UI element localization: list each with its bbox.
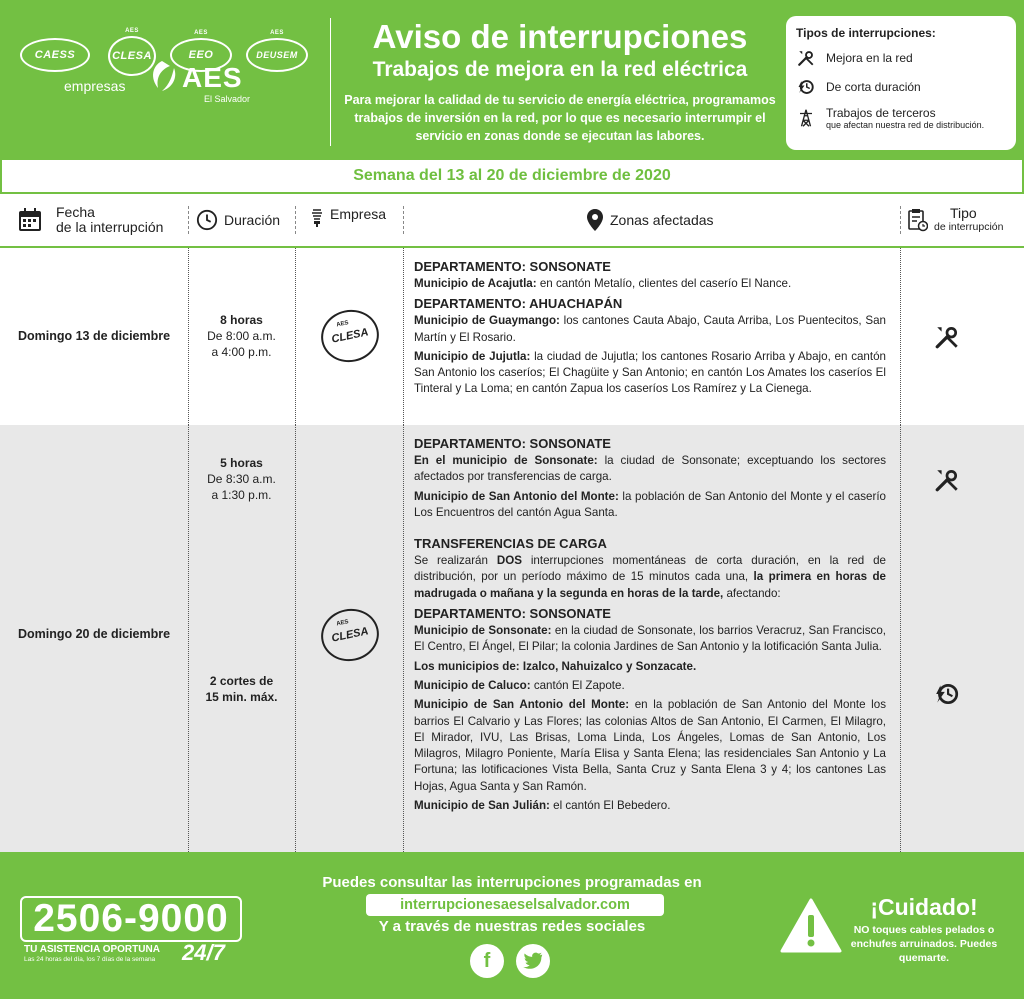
- eeo-aes-label: AES: [194, 30, 208, 36]
- col-sep: [188, 206, 189, 234]
- lightbulb-icon: [310, 206, 324, 228]
- legend-title: Tipos de interrupciones:: [796, 26, 936, 40]
- clesa-logo: [316, 305, 384, 368]
- aes-symbol-icon: [144, 58, 180, 94]
- legend-item-mejora: [796, 48, 1006, 68]
- warning-box: [848, 894, 1000, 965]
- row-duration: [188, 455, 295, 503]
- legend-item-terceros: [796, 106, 1006, 130]
- municipality-entry: Municipio de Acajutla: en cantón Metalío, clientes del caserío El Nance.: [414, 277, 792, 290]
- row-type-short: [904, 681, 990, 712]
- col-type-label-1: Tipo: [950, 205, 977, 221]
- department-title: DEPARTAMENTO: SONSONATE: [414, 259, 611, 274]
- facebook-icon[interactable]: [470, 944, 504, 978]
- row-type: [904, 467, 990, 498]
- municipality-entry: Municipio de Guaymango: los cantones Cauta Abajo, Cauta Arriba, Los Puentecitos, San Martín y El Rosario.: [414, 314, 886, 344]
- municipality-entry: Municipio de Caluco: cantón El Zapote.: [414, 678, 625, 692]
- clesa-name: CLESA: [330, 326, 369, 346]
- footer: [0, 852, 1024, 999]
- legend-item-corta: [796, 77, 1006, 97]
- eeo-label: EEO: [188, 49, 214, 61]
- empresas-label: empresas: [64, 78, 126, 94]
- transfer-description: Se realizarán DOS interrupciones momentáneas de corta duración, en la red de distribución, por un período máximo de 15 minutos cada una, la primera en horas de madrugada o mañana y la segunda en horas de la tarde, afectando:: [414, 554, 886, 600]
- deusem-logo: [246, 30, 308, 72]
- clipboard-clock-icon: [908, 208, 928, 232]
- col-sep: [900, 206, 901, 234]
- week-range: Semana del 13 al 20 de diciembre de 2020: [0, 160, 1024, 194]
- municipality-entry: Municipio de San Antonio del Monte: la población de San Antonio del Monte y el caserío Los Encuentros del cantón Agua Santa.: [414, 489, 886, 519]
- row-date: Domingo 20 de diciembre: [17, 627, 171, 641]
- row-sep: [900, 425, 901, 852]
- phone-247-badge: 24/7: [182, 940, 225, 965]
- page-subtitle: Trabajos de mejora en la red eléctrica: [372, 58, 748, 81]
- clesa-aes-label: AES: [125, 28, 139, 34]
- duration-to: a 1:30 p.m.: [211, 488, 272, 502]
- col-sep: [403, 206, 404, 234]
- aes-wordmark: AES: [182, 62, 243, 93]
- page-description: Para mejorar la calidad de tu servicio de energía eléctrica, programamos trabajos de inversión en la red, por lo que es necesario interrumpir el servicio en zonas donde se ejecutan las labores.: [344, 93, 776, 143]
- duration-to: a 4:00 p.m.: [211, 345, 272, 359]
- social-text: Y a través de nuestras redes sociales: [378, 918, 646, 935]
- row-company: [296, 310, 403, 362]
- clesa-aes-label: AES: [335, 619, 349, 628]
- col-type-label-2: de interrupción: [934, 221, 1004, 233]
- legend-label-corta: De corta duración: [826, 80, 921, 94]
- col-zones-label: Zonas afectadas: [610, 212, 714, 228]
- warning-text: NO toques cables pelados o enchufes arruinados. Puedes quemarte.: [850, 924, 998, 964]
- legend-label-terceros: Trabajos de terceros: [826, 106, 936, 120]
- row-company: [296, 609, 403, 661]
- col-company-header: [310, 196, 386, 244]
- department-title: DEPARTAMENTO: AHUACHAPÁN: [414, 296, 623, 312]
- duration-hours: 5 horas: [220, 456, 263, 470]
- twitter-icon[interactable]: [516, 944, 550, 978]
- location-pin-icon: [586, 208, 604, 232]
- col-date-label-2: de la interrupción: [56, 219, 164, 235]
- municipality-entry: Municipio de San Julián: el cantón El Bebedero.: [414, 799, 671, 813]
- department-title: DEPARTAMENTO: SONSONATE: [414, 606, 611, 622]
- duration-from: De 8:30 a.m.: [207, 472, 276, 486]
- row-sep: [900, 248, 901, 425]
- clock-icon: [196, 209, 218, 231]
- municipality-entry: Municipio de Jujutla: la ciudad de Jujutla; los cantones Rosario Arriba y Abajo, en cantón San Antonio los caseríos; El Chagüite y San Antonio; en cantón Los Amates los caseríos El Tinteral y La Loma; en cantón Zapua los caseríos Los Ramírez y La Cienega.: [414, 349, 886, 396]
- row-sep: [403, 248, 404, 425]
- wrench-screwdriver-icon: [796, 48, 816, 68]
- row-zones: [414, 258, 886, 401]
- header-banner: [0, 0, 1024, 160]
- caess-logo: CAESS: [20, 38, 90, 72]
- phone-tagline: TU ASISTENCIA OPORTUNA: [24, 944, 160, 955]
- warning-title: ¡Cuidado!: [870, 894, 978, 920]
- municipality-entry: Municipio de San Antonio del Monte: en la población de San Antonio del Monte los barrios El Calvario y Las Flores; las colonias Altos de San Antonio, El Carmen, El Milagro, El Mirador, IVU, Las Brisas, Loma Linda, Los Ángeles, Lomas de San Antonio, Los Milagros, Milagro Poniente, María Elisa y Santa Elena; las residenciales San Antonio y La Fortuna; las lotificaciones Vista Bella, Santa Cruz y Santa Elena 3 y 4; los cantones Las Hojas, Agua Santa y San Ramón.: [414, 698, 887, 793]
- col-type-header: [908, 196, 1003, 244]
- row-type: [904, 324, 990, 355]
- short-interruption-icon: [796, 77, 816, 97]
- title-block: [334, 18, 786, 145]
- col-duration-header: [196, 196, 280, 244]
- municipality-entry: Los municipios de: Izalco, Nahuizalco y Sonzacate.: [414, 659, 697, 673]
- header-divider: [330, 18, 331, 146]
- department-title: DEPARTAMENTO: SONSONATE: [414, 436, 611, 451]
- website-link[interactable]: interrupcionesaeselsalvador.com: [366, 894, 664, 916]
- clesa-aes-label: AES: [335, 320, 349, 329]
- power-tower-icon: [796, 108, 816, 128]
- aes-country: El Salvador: [204, 94, 251, 104]
- wrench-screwdriver-icon: [934, 467, 960, 498]
- col-date-header: [18, 196, 163, 244]
- deusem-label: DEUSEM: [256, 50, 298, 60]
- col-company-label: Empresa: [330, 206, 387, 222]
- row-sep: [403, 425, 404, 852]
- duration-from: De 8:00 a.m.: [207, 329, 276, 343]
- duration-cuts-1: 2 cortes de: [209, 674, 274, 688]
- table-row: [0, 425, 1024, 852]
- short-interruption-icon: [934, 681, 960, 712]
- clesa-label: CLESA: [112, 50, 152, 62]
- table-row: [0, 248, 1024, 425]
- legend-label-mejora: Mejora en la red: [826, 51, 913, 65]
- municipality-entry: Municipio de Sonsonate: en la ciudad de Sonsonate, los barrios Veracruz, San Francisco, El Centro, El Ángel, El Pilar; la colonia Jardines de San Antonio y la lotificación Santa Julia.: [414, 624, 886, 654]
- consult-text: Puedes consultar las interrupciones programadas en: [322, 874, 702, 891]
- facebook-glyph: f: [483, 949, 491, 972]
- col-date-label-1: Fecha: [56, 204, 95, 220]
- col-duration-label: Duración: [224, 212, 281, 228]
- social-icons: [470, 944, 550, 978]
- calendar-icon: [18, 207, 42, 233]
- interruption-types-legend: [786, 16, 1016, 150]
- phone-hours: Las 24 horas del día, los 7 días de la semana: [24, 956, 156, 963]
- transfer-title: TRANSFERENCIAS DE CARGA: [414, 536, 607, 552]
- warning-icon: [780, 898, 842, 959]
- page-title: Aviso de interrupciones: [372, 18, 748, 55]
- clesa-logo: [316, 604, 384, 667]
- row-zones: [414, 435, 886, 817]
- legend-note-terceros: que afectan nuestra red de distribución.: [826, 120, 985, 130]
- wrench-screwdriver-icon: [934, 324, 960, 355]
- phone-number[interactable]: 2506-9000: [20, 896, 242, 942]
- col-zones-header: [586, 196, 714, 244]
- duration-cuts-2: 15 min. máx.: [205, 690, 278, 704]
- duration-hours: 8 horas: [220, 313, 263, 327]
- municipality-entry: En el municipio de Sonsonate: la ciudad de Sonsonate; exceptuando los sectores afectados por transferencias de carga.: [414, 454, 887, 484]
- column-headers: [0, 196, 1024, 244]
- row-date: Domingo 13 de diciembre: [17, 329, 171, 343]
- row-duration: [188, 312, 295, 360]
- col-sep: [295, 206, 296, 234]
- deusem-aes-label: AES: [270, 30, 284, 36]
- clesa-name: CLESA: [330, 625, 369, 645]
- row-duration-cuts: [188, 673, 295, 705]
